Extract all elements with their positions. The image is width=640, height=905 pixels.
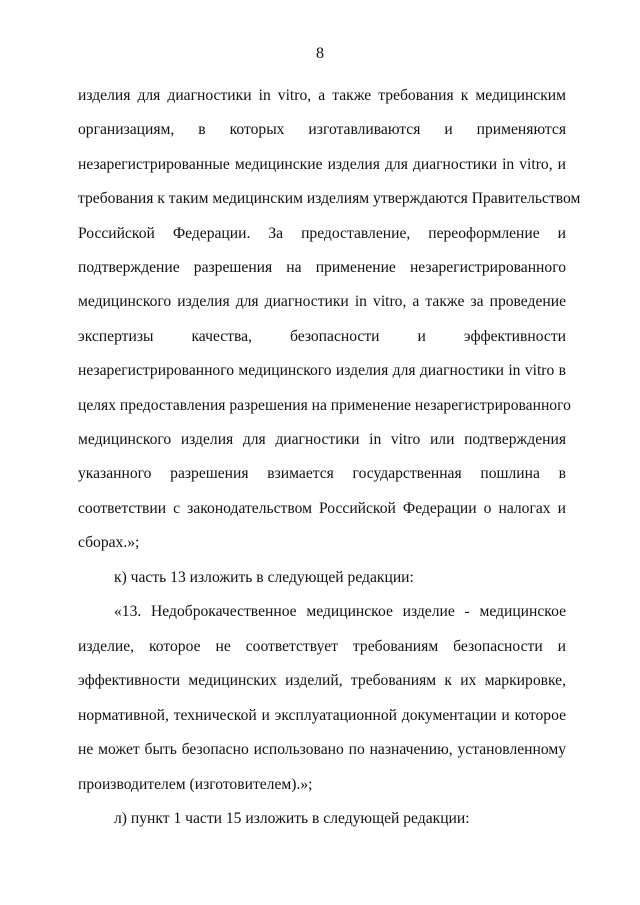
text-line: нормативной, технической и эксплуатационной документации и которое <box>78 707 566 724</box>
text-line: экспертизы качества, безопасности и эффективности <box>78 328 566 345</box>
text-line: медицинского изделия для диагностики in vitro или подтверждения <box>78 431 566 448</box>
text-line: сборах.»; <box>78 534 140 551</box>
text-line: незарегистрированные медицинские изделия для диагностики in vitro, и <box>78 156 566 173</box>
text-line: изделия для диагностики in vitro, а также требования к медицинским <box>78 87 566 104</box>
page-number: 8 <box>316 45 324 62</box>
paragraph-heading: л) пункт 1 части 15 изложить в следующей редакции: <box>114 810 470 827</box>
text-line: соответствии с законодательством Российской Федерации о налогах и <box>78 500 566 517</box>
text-line: незарегистрированного медицинского изделия для диагностики in vitro в <box>78 362 566 379</box>
paragraph-heading: к) часть 13 изложить в следующей редакции: <box>114 569 414 586</box>
text-line: требования к таким медицинским изделиям утверждаются Правительством <box>78 190 581 207</box>
text-line: изделие, которое не соответствует требованиям безопасности и <box>78 638 566 655</box>
text-line: указанного разрешения взимается государственная пошлина в <box>78 465 566 482</box>
text-line: подтверждение разрешения на применение незарегистрированного <box>78 259 566 276</box>
text-line: целях предоставления разрешения на применение незарегистрированного <box>78 397 571 414</box>
text-line: эффективности медицинских изделий, требованиям к их маркировке, <box>78 672 566 689</box>
text-line: не может быть безопасно использовано по назначению, установленному <box>78 741 566 758</box>
text-line: медицинского изделия для диагностики in vitro, а также за проведение <box>78 293 566 310</box>
text-line: Российской Федерации. За предоставление, переоформление и <box>78 225 566 242</box>
text-line: организациям, в которых изготавливаются и применяются <box>78 121 566 138</box>
text-line: «13. Недоброкачественное медицинское изделие - медицинское <box>114 603 566 620</box>
text-line: производителем (изготовителем).»; <box>78 776 313 793</box>
